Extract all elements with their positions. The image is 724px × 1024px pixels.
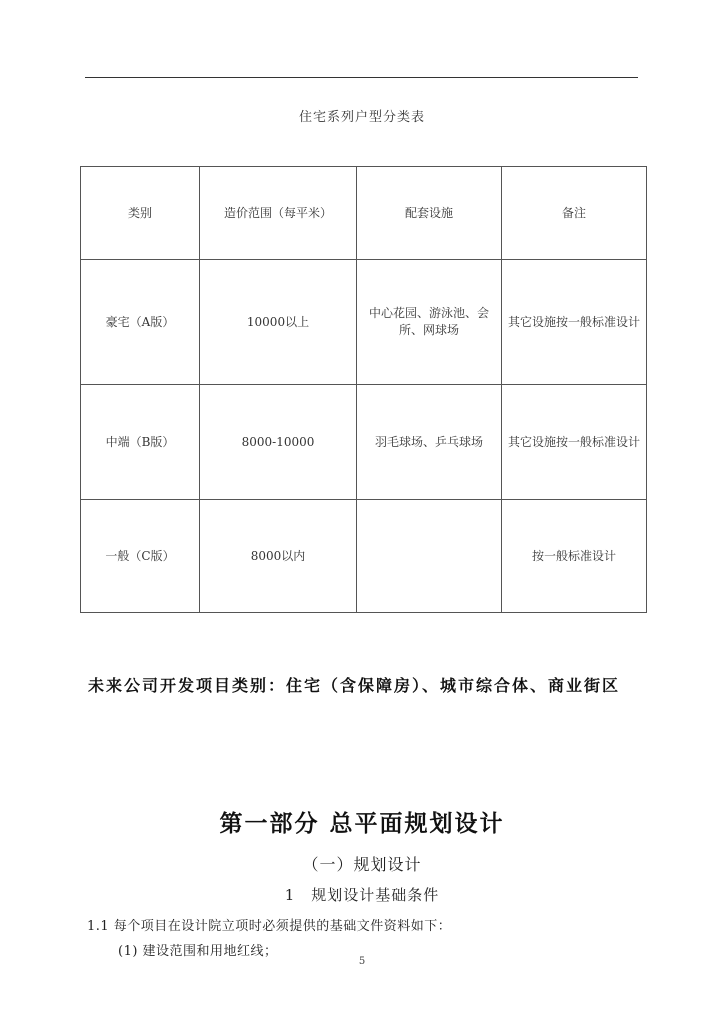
subsection-title: 1 规划设计基础条件 <box>284 886 440 904</box>
cell-facilities: 羽毛球场、乒乓球场 <box>357 385 502 500</box>
part-title: 第一部分 总平面规划设计 <box>219 811 505 837</box>
cell-category: 中端（B版） <box>81 385 200 500</box>
cell-category: 一般（C版） <box>81 500 200 613</box>
cell-remarks: 按一般标准设计 <box>502 500 647 613</box>
project-categories-paragraph: 未来公司开发项目类别：住宅（含保障房）、城市综合体、商业街区 <box>88 676 621 695</box>
classification-table <box>80 166 647 613</box>
cell-cost-range: 8000以内 <box>200 500 357 613</box>
table-row <box>81 500 647 613</box>
table-title: 住宅系列户型分类表 <box>298 110 425 125</box>
cell-cost-range: 8000-10000 <box>200 385 357 500</box>
cell-remarks: 其它设施按一般标准设计 <box>502 260 647 385</box>
cell-category: 豪宅（A版） <box>81 260 200 385</box>
header-cell-remarks: 备注 <box>502 167 647 260</box>
header-cell-cost-range: 造价范围（每平米） <box>200 167 357 260</box>
cell-facilities: 中心花园、游泳池、会所、网球场 <box>357 260 502 385</box>
cell-cost-range: 10000以上 <box>200 260 357 385</box>
header-cell-category: 类别 <box>81 167 200 260</box>
item-text: 1.1 每个项目在设计院立项时必须提供的基础文件资料如下： <box>87 919 452 934</box>
page-number: 5 <box>358 956 366 967</box>
cell-remarks: 其它设施按一般标准设计 <box>502 385 647 500</box>
table-header-row <box>81 167 647 260</box>
section-title: （一）规划设计 <box>302 855 422 874</box>
header-cell-facilities: 配套设施 <box>357 167 502 260</box>
table-row <box>81 260 647 385</box>
item-text: (1) 建设范围和用地红线； <box>118 944 278 959</box>
table-row <box>81 385 647 500</box>
cell-facilities <box>357 500 502 613</box>
header-rule <box>85 77 638 78</box>
